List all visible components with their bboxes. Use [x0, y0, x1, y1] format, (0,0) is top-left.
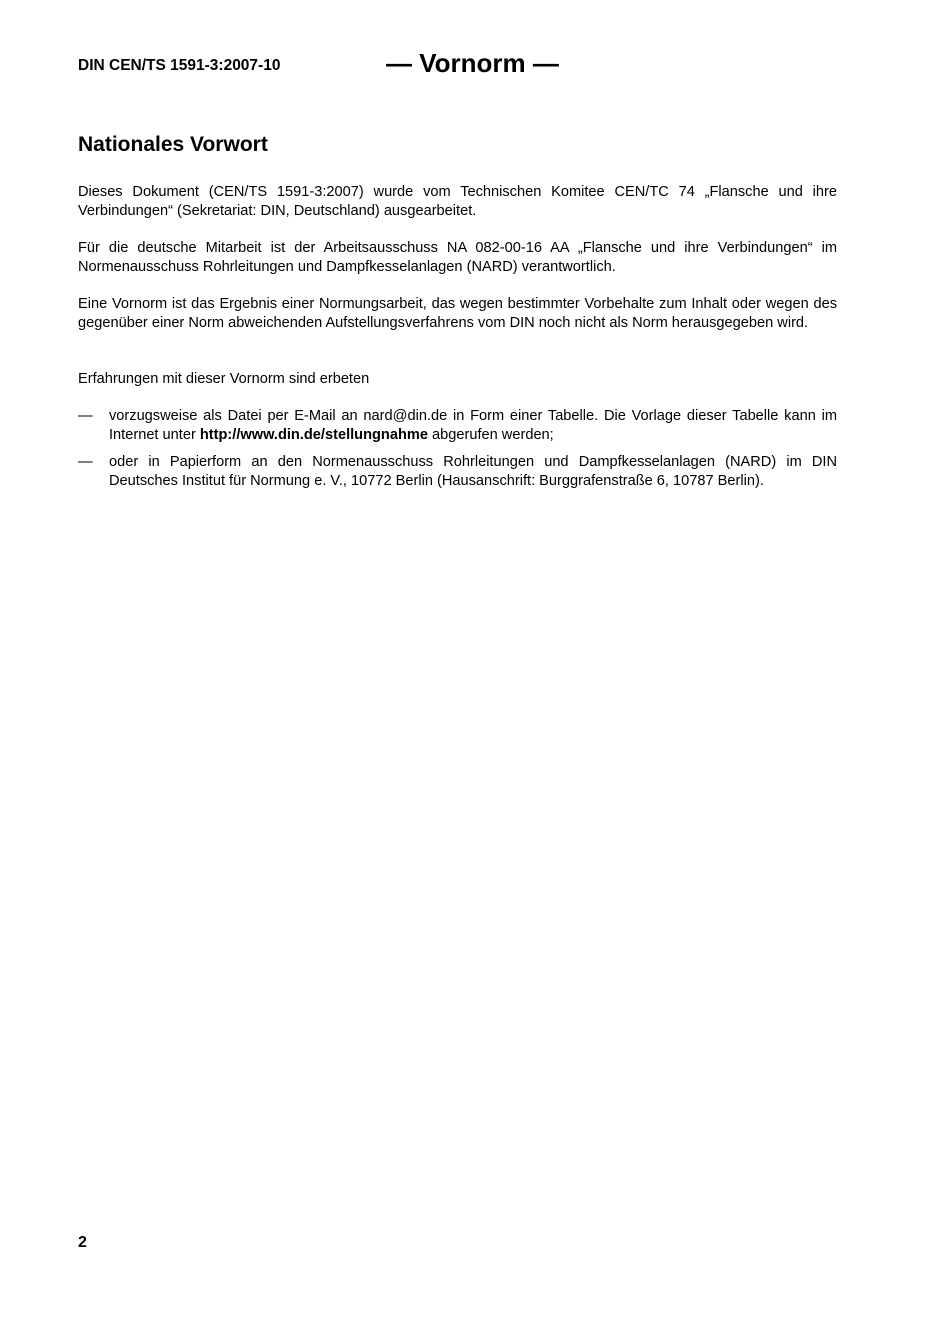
list-item-email-text [109, 407, 837, 444]
list-dash: — [78, 408, 93, 424]
document-id: DIN CEN/TS 1591-3:2007-10 [78, 57, 281, 74]
list-item-paper-text: oder in Papierform an den Normenausschuss Rohrleitungen und Dampfkesselanlagen (NARD) im DIN Deutsches Institut für Normung e. V., 10772 Berlin (Hausanschrift: Burggrafenstraße 6, 10787 Berlin). [109, 454, 837, 489]
paragraph-prestandard-definition: Eine Vornorm ist das Ergebnis einer Normungsarbeit, das wegen bestimmter Vorbehalte zum Inhalt oder wegen des gegenüber einer Norm abweichenden Aufstellungsverfahrens vom DIN noch nicht als Norm herausgegeben wird. [78, 296, 837, 331]
list-item-email-text-before: vorzugsweise als Datei per E-Mail an nard@din.de in Form einer Tabelle. Die Vorlage dieser Tabelle kann im Internet unter [109, 408, 837, 443]
paragraph-committee: Dieses Dokument (CEN/TS 1591-3:2007) wurde vom Technischen Komitee CEN/TC 74 „Flansche und ihre Verbindungen“ (Sekretariat: DIN, Deutschland) ausgearbeitet. [78, 184, 837, 219]
paragraph-feedback-intro: Erfahrungen mit dieser Vornorm sind erbeten [78, 371, 370, 387]
list-item-email-text-after: abgerufen werden; [427, 426, 554, 443]
list-item-email [78, 407, 837, 444]
section-title: Nationales Vorwort [78, 133, 268, 156]
document-status-title: — Vornorm — [386, 48, 559, 78]
list-item-paper [78, 453, 837, 490]
paragraph-working-committee: Für die deutsche Mitarbeit ist der Arbeitsausschuss NA 082-00-16 AA „Flansche und ihre Verbindungen“ im Normenausschuss Rohrleitungen und Dampfkesselanlagen (NARD) verantwortlich. [78, 240, 837, 275]
stellungnahme-link[interactable]: http://www.din.de/stellungnahme [199, 426, 428, 443]
list-dash: — [78, 454, 93, 470]
page-number: 2 [78, 1234, 87, 1251]
